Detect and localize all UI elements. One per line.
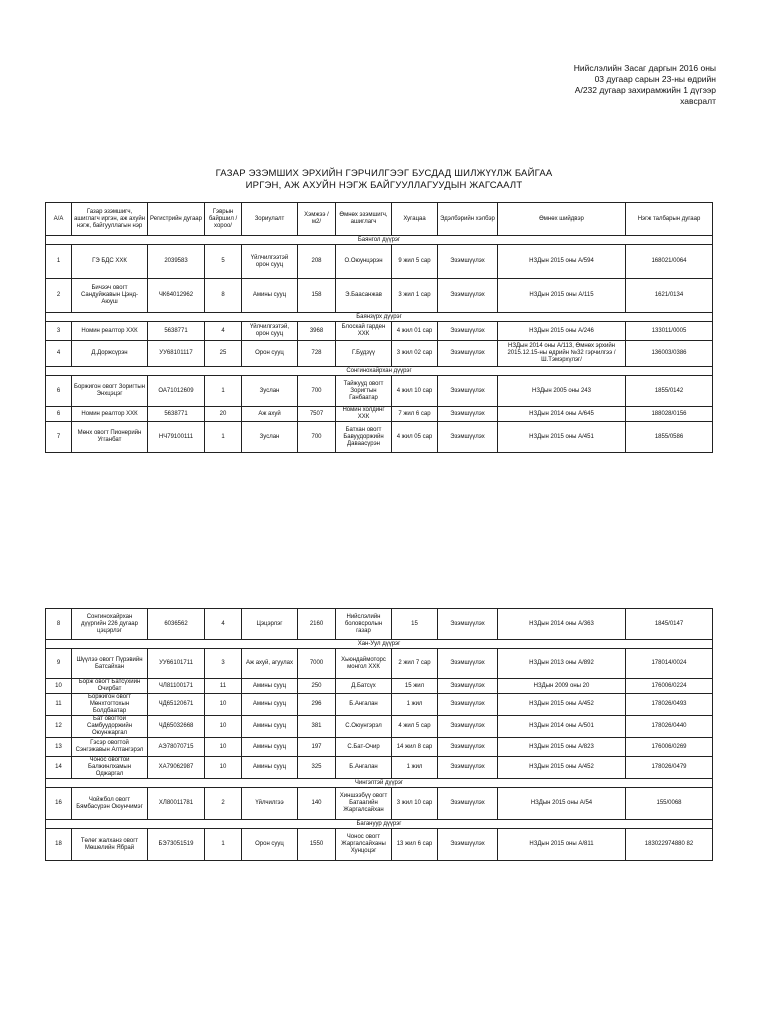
annex-line: хавсралт — [680, 96, 716, 106]
cell-previous-decision: НЗДын 2015 оны А/594 — [498, 245, 626, 279]
cell-duration: 1 жил — [392, 757, 438, 779]
table-row — [46, 407, 713, 422]
cell-purpose: Зуслан — [242, 422, 298, 453]
land-rights-table-part-1 — [45, 202, 713, 453]
cell-previous-holder: Э.Баасанжав — [336, 279, 392, 313]
cell-use-type: Эзэмшүүлэх — [438, 422, 498, 453]
cell-location: 10 — [205, 716, 242, 738]
table-row — [46, 245, 713, 279]
cell-register: УУ68101117 — [148, 341, 205, 367]
district-name: Багануур дүүрэг — [46, 820, 713, 829]
cell-purpose: Орон сууц — [242, 341, 298, 367]
cell-register: НЧ79100111 — [148, 422, 205, 453]
cell-parcel-number: 176006/0224 — [626, 679, 713, 694]
cell-purpose: Орон сууц — [242, 829, 298, 861]
district-section-row — [46, 236, 713, 245]
cell-location: 25 — [205, 341, 242, 367]
cell-previous-decision: НЗДын 2015 оны А/452 — [498, 694, 626, 716]
header-area: Хэмжээ /м2/ — [298, 203, 336, 236]
table-header-row — [46, 203, 713, 236]
cell-area: 728 — [298, 341, 336, 367]
cell-register: ОА71012609 — [148, 376, 205, 407]
cell-parcel-number: 176006/0269 — [626, 738, 713, 757]
cell-parcel-number: 188028/0156 — [626, 407, 713, 422]
header-previous-decision: Өмнөх шийдвэр — [498, 203, 626, 236]
cell-previous-holder: Хиншээбүү овогт Батаагийн Жаргалсайхан — [336, 788, 392, 820]
cell-parcel-number: 178026/0440 — [626, 716, 713, 738]
cell-previous-holder: О.Оюунцэрэн — [336, 245, 392, 279]
table-row — [46, 757, 713, 779]
cell-location: 10 — [205, 694, 242, 716]
cell-register: 2039583 — [148, 245, 205, 279]
cell-area: 7507 — [298, 407, 336, 422]
cell-duration: 9 жил 5 сар — [392, 245, 438, 279]
cell-holder: Бичээч овогт Сандуйжавын Цэнд-Аюуш — [72, 279, 148, 313]
cell-index: 6 — [46, 407, 72, 422]
cell-use-type: Эзэмшүүлэх — [438, 341, 498, 367]
header-index: А/А — [46, 203, 72, 236]
cell-index: 7 — [46, 422, 72, 453]
table-row — [46, 738, 713, 757]
cell-area: 3968 — [298, 322, 336, 341]
cell-area: 208 — [298, 245, 336, 279]
cell-holder: Д.Доржсүрэн — [72, 341, 148, 367]
cell-holder: Боржигон овогт Зоригтын Энхцэцэг — [72, 376, 148, 407]
table-body — [46, 236, 713, 453]
cell-register: ЧД65120671 — [148, 694, 205, 716]
cell-location: 2 — [205, 788, 242, 820]
cell-purpose: Үйлчилгээтэй, орон сууц — [242, 322, 298, 341]
header-parcel-number: Нэгж талбарын дугаар — [626, 203, 713, 236]
cell-use-type: Эзэмшүүлэх — [438, 279, 498, 313]
cell-location: 4 — [205, 322, 242, 341]
header-use-type: Эдэлбэрийн хэлбэр — [438, 203, 498, 236]
header-holder: Газар эзэмшигч, ашиглагч иргэн, аж ахуйн нэгж, байгууллагын нэр — [72, 203, 148, 236]
cell-location: 11 — [205, 679, 242, 694]
district-name: Сонгинохайрхан дүүрэг — [46, 367, 713, 376]
cell-index: 6 — [46, 376, 72, 407]
cell-previous-decision: НЗДын 2009 оны 20 — [498, 679, 626, 694]
land-rights-table-part-2 — [45, 608, 713, 861]
cell-duration: 13 жил 6 сар — [392, 829, 438, 861]
cell-area: 250 — [298, 679, 336, 694]
district-section-row — [46, 313, 713, 322]
cell-duration: 3 жил 10 сар — [392, 788, 438, 820]
cell-register: БЭ73051519 — [148, 829, 205, 861]
cell-index: 11 — [46, 694, 72, 716]
document-title — [0, 168, 768, 192]
cell-previous-holder: Чонос овогт Жаргалсайханы Хунцоцэг — [336, 829, 392, 861]
cell-previous-holder: Блоскай гарден ХХК — [336, 322, 392, 341]
cell-purpose: Аж ахуй, агуулах — [242, 649, 298, 679]
cell-use-type: Эзэмшүүлэх — [438, 738, 498, 757]
cell-register: УУ66101711 — [148, 649, 205, 679]
cell-duration: 4 жил 01 сар — [392, 322, 438, 341]
cell-duration: 3 жил 1 сар — [392, 279, 438, 313]
cell-previous-holder: Б.Ангалан — [336, 694, 392, 716]
cell-use-type: Эзэмшүүлэх — [438, 757, 498, 779]
cell-purpose: Үйлчилгээтэй орон сууц — [242, 245, 298, 279]
cell-previous-holder: Хьюндаймоторс монгол ХХК — [336, 649, 392, 679]
cell-register: ХА79062987 — [148, 757, 205, 779]
district-section-row — [46, 779, 713, 788]
cell-area: 197 — [298, 738, 336, 757]
table-row — [46, 422, 713, 453]
cell-index: 18 — [46, 829, 72, 861]
district-section-row — [46, 367, 713, 376]
cell-register: 5638771 — [148, 407, 205, 422]
table-row — [46, 609, 713, 640]
cell-parcel-number: 178026/0479 — [626, 757, 713, 779]
cell-register: АЭ78070715 — [148, 738, 205, 757]
header-location: Гэврын байршил / хороо/ — [205, 203, 242, 236]
annex-note — [506, 63, 716, 107]
cell-parcel-number: 178014/0024 — [626, 649, 713, 679]
cell-purpose: Амины сууц — [242, 738, 298, 757]
cell-previous-decision: НЗДын 2005 оны 243 — [498, 376, 626, 407]
table-row — [46, 376, 713, 407]
cell-area: 2160 — [298, 609, 336, 640]
cell-previous-holder: Номин холдинг ХХК — [336, 407, 392, 422]
table-row — [46, 716, 713, 738]
cell-parcel-number: 183022974880 82 — [626, 829, 713, 861]
cell-holder: ГЭ БДС ХХК — [72, 245, 148, 279]
cell-use-type: Эзэмшүүлэх — [438, 245, 498, 279]
cell-location: 20 — [205, 407, 242, 422]
cell-previous-decision: НЗДын 2015 оны А/451 — [498, 422, 626, 453]
cell-index: 12 — [46, 716, 72, 738]
cell-parcel-number: 155/0068 — [626, 788, 713, 820]
cell-area: 140 — [298, 788, 336, 820]
cell-register: ЧЛ81100171 — [148, 679, 205, 694]
cell-previous-holder: Д.Батсүх — [336, 679, 392, 694]
cell-previous-holder: С.Оюунгэрэл — [336, 716, 392, 738]
cell-area: 700 — [298, 422, 336, 453]
cell-previous-holder: Г.Будзүү — [336, 341, 392, 367]
cell-register: ЧД65032668 — [148, 716, 205, 738]
cell-holder: Сонгинохайрхан дүүргийн 226 дугаар цэцэрлэг — [72, 609, 148, 640]
cell-duration: 3 жил 02 сар — [392, 341, 438, 367]
cell-holder: Гэсэр овогтой Сэнгэжавын Алтангэрэл — [72, 738, 148, 757]
table-row — [46, 279, 713, 313]
district-name: Баянгол дүүрэг — [46, 236, 713, 245]
cell-index: 9 — [46, 649, 72, 679]
cell-previous-decision: НЗДын 2015 оны А/54 — [498, 788, 626, 820]
cell-duration: 2 жил 7 сар — [392, 649, 438, 679]
table-row — [46, 341, 713, 367]
cell-previous-decision: НЗДын 2015 оны А/811 — [498, 829, 626, 861]
cell-duration: 15 жил — [392, 679, 438, 694]
cell-location: 1 — [205, 422, 242, 453]
cell-parcel-number: 136003/0386 — [626, 341, 713, 367]
cell-index: 13 — [46, 738, 72, 757]
title-line-2: ИРГЭН, АЖ АХУЙН НЭГЖ БАЙГУУЛЛАГУУДЫН ЖАГСААЛТ — [245, 180, 523, 191]
cell-area: 700 — [298, 376, 336, 407]
cell-previous-decision: НЗДын 2013 оны А/892 — [498, 649, 626, 679]
cell-duration: 14 жил 8 сар — [392, 738, 438, 757]
cell-duration: 4 жил 05 сар — [392, 422, 438, 453]
annex-line: 03 дугаар сарын 23-ны өдрийн — [594, 74, 716, 84]
cell-previous-decision: НЗДын 2014 оны А/645 — [498, 407, 626, 422]
cell-duration: 15 — [392, 609, 438, 640]
cell-location: 10 — [205, 738, 242, 757]
annex-line: Нийслэлийн Засаг даргын 2016 оны — [573, 63, 716, 73]
cell-index: 16 — [46, 788, 72, 820]
cell-use-type: Эзэмшүүлэх — [438, 829, 498, 861]
cell-parcel-number: 1855/0586 — [626, 422, 713, 453]
cell-parcel-number: 168021/0064 — [626, 245, 713, 279]
cell-use-type: Эзэмшүүлэх — [438, 694, 498, 716]
cell-index: 14 — [46, 757, 72, 779]
cell-use-type: Эзэмшүүлэх — [438, 649, 498, 679]
cell-location: 3 — [205, 649, 242, 679]
cell-parcel-number: 1855/0142 — [626, 376, 713, 407]
cell-index: 3 — [46, 322, 72, 341]
cell-previous-decision: НЗДын 2015 оны А/452 — [498, 757, 626, 779]
cell-purpose: Амины сууц — [242, 716, 298, 738]
cell-holder: Шүүлээ овогт Пүрэвийн Батсайхан — [72, 649, 148, 679]
cell-index: 2 — [46, 279, 72, 313]
cell-location: 1 — [205, 829, 242, 861]
cell-purpose: Амины сууц — [242, 279, 298, 313]
header-purpose: Зориулалт — [242, 203, 298, 236]
cell-duration: 4 жил 10 сар — [392, 376, 438, 407]
cell-parcel-number: 178026/0493 — [626, 694, 713, 716]
district-name: Чингэлтэй дүүрэг — [46, 779, 713, 788]
cell-duration: 4 жил 5 сар — [392, 716, 438, 738]
cell-parcel-number: 133011/0005 — [626, 322, 713, 341]
table-body — [46, 609, 713, 861]
cell-previous-holder: Нийслэлийн боловсролын газар — [336, 609, 392, 640]
cell-holder: Төлөг жалханз овогт Мөшелийн Ябрай — [72, 829, 148, 861]
cell-previous-holder: Батхан овогт Бавуудоржийн Даваасүрэн — [336, 422, 392, 453]
cell-previous-decision: НЗДын 2014 оны А/363 — [498, 609, 626, 640]
district-section-row — [46, 640, 713, 649]
cell-register: 5638771 — [148, 322, 205, 341]
cell-purpose: Аж ахуй — [242, 407, 298, 422]
cell-duration: 1 жил — [392, 694, 438, 716]
cell-purpose: Амины сууц — [242, 757, 298, 779]
cell-duration: 7 жил 6 сар — [392, 407, 438, 422]
cell-holder: Борж овогт Батсүхийн Очирбат — [72, 679, 148, 694]
annex-line: А/232 дугаар захирамжийн 1 дүгээр — [574, 85, 716, 95]
cell-purpose: Үйлчилгээ — [242, 788, 298, 820]
cell-use-type: Эзэмшүүлэх — [438, 679, 498, 694]
cell-holder: Номин реалтор ХХК — [72, 407, 148, 422]
cell-purpose: Цэцэрлэг — [242, 609, 298, 640]
cell-previous-holder: Тайжууд овогт Зоригтын Ганбаатар — [336, 376, 392, 407]
cell-previous-decision: НЗДын 2014 оны А/501 — [498, 716, 626, 738]
cell-area: 325 — [298, 757, 336, 779]
cell-previous-decision: НЗДын 2014 оны А/113, Өмнөх эрхийн 2015.12.15-ны өдрийн №32 гэрчилгээ /Ш.Тэмэрхүлэг/ — [498, 341, 626, 367]
header-register: Регистрийн дугаар — [148, 203, 205, 236]
cell-use-type: Эзэмшүүлэх — [438, 716, 498, 738]
cell-purpose: Амины сууц — [242, 679, 298, 694]
cell-use-type: Эзэмшүүлэх — [438, 609, 498, 640]
cell-index: 8 — [46, 609, 72, 640]
table-row — [46, 679, 713, 694]
district-section-row — [46, 820, 713, 829]
table-row — [46, 649, 713, 679]
cell-holder: Боржигон овогт Мөнхтогтохын Болдбаатар — [72, 694, 148, 716]
cell-parcel-number: 1621/0134 — [626, 279, 713, 313]
district-name: Хан-Уул дүүрэг — [46, 640, 713, 649]
cell-previous-decision: НЗДын 2015 оны А/823 — [498, 738, 626, 757]
table-row — [46, 322, 713, 341]
cell-use-type: Эзэмшүүлэх — [438, 788, 498, 820]
cell-use-type: Эзэмшүүлэх — [438, 322, 498, 341]
cell-register: 6036562 — [148, 609, 205, 640]
cell-holder: Мөнх овогт Пионерийн Угганбат — [72, 422, 148, 453]
cell-previous-decision: НЗДын 2015 оны А/115 — [498, 279, 626, 313]
cell-register: ЧК64012962 — [148, 279, 205, 313]
cell-location: 8 — [205, 279, 242, 313]
cell-use-type: Эзэмшүүлэх — [438, 376, 498, 407]
cell-parcel-number: 1845/0147 — [626, 609, 713, 640]
cell-holder: Чонос овогтой Балжинлхамын Оджаргал — [72, 757, 148, 779]
title-line-1: ГАЗАР ЭЗЭМШИХ ЭРХИЙН ГЭРЧИЛГЭЭГ БУСДАД ШИЛЖҮҮЛЖ БАЙГАА — [215, 168, 553, 179]
cell-index: 10 — [46, 679, 72, 694]
cell-area: 7000 — [298, 649, 336, 679]
cell-holder: Номин реалтор ХХК — [72, 322, 148, 341]
cell-area: 1550 — [298, 829, 336, 861]
cell-location: 4 — [205, 609, 242, 640]
cell-purpose: Зуслан — [242, 376, 298, 407]
cell-location: 5 — [205, 245, 242, 279]
table-row — [46, 788, 713, 820]
cell-previous-holder: С.Бат-Очир — [336, 738, 392, 757]
header-previous-holder: Өмнөх эзэмшигч, ашиглагч — [336, 203, 392, 236]
table-row — [46, 694, 713, 716]
cell-holder: Чойжбол овогт Бямбасүрэн Оюунчимэг — [72, 788, 148, 820]
cell-register: ХЛ80011781 — [148, 788, 205, 820]
cell-index: 4 — [46, 341, 72, 367]
district-name: Баянзүрх дүүрэг — [46, 313, 713, 322]
header-duration: Хугацаа — [392, 203, 438, 236]
cell-previous-holder: Б.Ангалан — [336, 757, 392, 779]
cell-location: 1 — [205, 376, 242, 407]
cell-area: 296 — [298, 694, 336, 716]
cell-holder: Бат овогтой Самбуудоржийн Оюунжаргал — [72, 716, 148, 738]
cell-area: 158 — [298, 279, 336, 313]
cell-previous-decision: НЗДын 2015 оны А/246 — [498, 322, 626, 341]
cell-purpose: Амины сууц — [242, 694, 298, 716]
cell-index: 1 — [46, 245, 72, 279]
cell-location: 10 — [205, 757, 242, 779]
table-row — [46, 829, 713, 861]
cell-use-type: Эзэмшүүлэх — [438, 407, 498, 422]
cell-area: 381 — [298, 716, 336, 738]
